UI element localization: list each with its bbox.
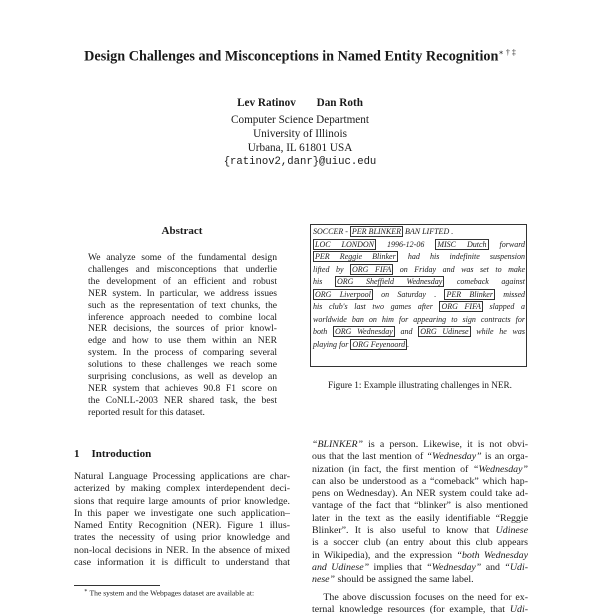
text-line: The above discussion focuses on the need for ex- <box>312 591 528 603</box>
text-line: later in the text as the easily identifiable “Reggie <box>312 512 528 524</box>
affiliation-address: Urbana, IL 61801 USA <box>247 142 353 154</box>
figure-line: SOCCER - PER BLINKER BAN LIFTED . <box>313 227 454 236</box>
figure-line: ORG Liverpool on Saturday . PER Blinker missed <box>315 289 526 299</box>
figure-line: playing for ORG Feyenoord . <box>313 339 410 349</box>
section-heading-introduction <box>74 448 151 460</box>
figure-line: both ORG Wednesday and ORG Udinese while he was <box>313 327 525 336</box>
text-line: trates the necessity of using prior knowledge and <box>74 532 290 544</box>
entity-tag: LOC LONDON <box>315 239 375 249</box>
section-number: 1 <box>74 448 80 460</box>
entity-tag: PER BLINKER <box>351 227 401 236</box>
entity-tag: MISC Dutch <box>437 239 487 249</box>
right-column-body <box>312 439 528 616</box>
footnote-divider <box>74 585 160 586</box>
text-line: “BLINKER” is a person. Likewise, it is not obvi- <box>312 439 528 450</box>
figure-1-example-text <box>313 226 525 351</box>
text-line: Blinker”. It is also useful to know that Udinese <box>312 525 528 537</box>
text-line: ternal knowledge resources (for example, that Udi- <box>312 603 528 615</box>
footnote: ∗ The system and the Webpages dataset are available at: <box>84 588 255 598</box>
introduction-body <box>74 471 290 569</box>
affiliation-department: Computer Science Department <box>231 114 369 126</box>
figure-line: worldwide ban on him for appearing to sign contracts for <box>313 314 525 324</box>
text-line: reported result for this dataset. <box>88 406 205 418</box>
text-line: NER system that achieves 90.8 F1 score on <box>88 382 277 394</box>
entity-tag: ORG FIFA <box>352 264 392 274</box>
text-line: surprising conclusions, as well as develop an <box>88 371 277 383</box>
text-line: sions that require large amounts of prior knowledge. <box>74 495 290 507</box>
entity-tag: PER Blinker <box>446 289 493 299</box>
text-line: nization (in fact, the first mention of “Wednesday” <box>312 463 528 475</box>
section-title: Introduction <box>91 448 152 460</box>
paper-title: Design Challenges and Misconceptions in Named Entity Recognition∗ † ‡ <box>84 48 516 65</box>
text-line: such as the representation of text chunks, the <box>88 299 277 311</box>
affiliation-university: University of Illinois <box>253 128 347 140</box>
text-line: edge and how to use them within an NER <box>88 335 277 347</box>
figure-line: his ORG Sheffield Wednesday comeback against <box>313 277 525 286</box>
text-line: challenges and misconceptions that underlie <box>88 263 277 275</box>
figure-line: LOC LONDON 1996-12-06 MISC Dutch forward <box>315 239 526 249</box>
entity-tag: ORG Liverpool <box>315 289 371 299</box>
entity-tag: PER Reggie Blinker <box>315 252 396 261</box>
abstract-heading: Abstract <box>161 225 203 237</box>
text-line: We analyze some of the fundamental design <box>88 252 277 263</box>
entity-tag: ORG Sheffield Wednesday <box>336 277 443 286</box>
author-list <box>0 97 600 109</box>
entity-tag: ORG Wednesday <box>334 327 393 336</box>
text-line: In this paper we investigate one such application– <box>74 507 290 519</box>
text-line: solutions to these challenges we reach some <box>88 359 277 371</box>
text-line: NER system. In particular, we address issues <box>88 287 277 299</box>
entity-tag: ORG FIFA <box>441 302 481 311</box>
text-line: Named Entity Recognition (NER). Figure 1 illus- <box>74 520 290 532</box>
abstract-body <box>88 252 277 419</box>
figure-line: his club's last two games after ORG FIFA slapped a <box>313 302 525 311</box>
text-line: case information it is difficult to understand that <box>74 557 290 569</box>
text-line: the CoNLL-2003 NER shared task, the best <box>88 394 277 406</box>
text-line: can also be understood as a “comeback” which hap- <box>312 475 528 487</box>
figure-line: PER Reggie Blinker had his indefinite suspension <box>315 252 526 261</box>
text-line: system. In the process of comparing several <box>88 347 277 359</box>
text-line: nese” should be assigned the same label. <box>312 574 474 586</box>
figure-line: lifted by ORG FIFA on Friday and was set to make <box>313 264 526 274</box>
text-line: the development of an efficient and robust <box>88 275 277 287</box>
entity-tag: ORG Udinese <box>420 327 469 336</box>
text-line: NER decisions, the sources of prior knowl- <box>88 323 277 335</box>
text-line: is a soccer club (an entry about this club appears <box>312 537 528 549</box>
author-name: Lev Ratinov <box>237 97 296 109</box>
text-line: in Wikipedia), and the expression “both Wednesday <box>312 549 528 561</box>
text-line: and Udinese” implies that “Wednesday” and “Udi- <box>312 561 528 573</box>
title-footnote-marks: ∗ † ‡ <box>498 48 516 57</box>
footnote-mark: ∗ <box>84 588 88 594</box>
text-line: inference approach needed to combine local <box>88 311 277 323</box>
text-line: ous that the last mention of “Wednesday” is an orga- <box>312 451 528 463</box>
entity-tag: ORG Feyenoord <box>352 339 406 349</box>
text-line: pens on Wednesday). An NER system could take ad- <box>312 488 528 500</box>
text-line: vantage of the fact that “blinker” is also mentioned <box>312 500 528 512</box>
author-email: {ratinov2,danr}@uiuc.edu <box>223 156 377 168</box>
text-line: Natural Language Processing applications are char- <box>74 471 290 482</box>
text-line: non-local decisions in NER. In the absence of mixed <box>74 544 290 556</box>
figure-1-caption: Figure 1: Example illustrating challenges in NER. <box>328 380 512 390</box>
author-name: Dan Roth <box>316 97 363 109</box>
text-line: acterized by making complex interdependent deci- <box>74 483 290 495</box>
